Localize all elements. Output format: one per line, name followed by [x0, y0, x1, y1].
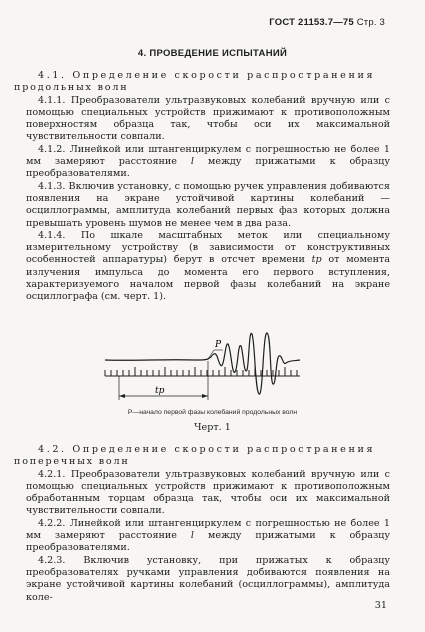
- heading-4-2: 4.2. Определение скорости распространения поперечных волн: [14, 444, 376, 468]
- standard-code: ГОСТ 21153.7—75: [269, 17, 354, 28]
- section-4-2: [14, 444, 390, 604]
- var-tp: tр: [311, 254, 322, 266]
- para-4-1-3: 4.1.3. Включив установку, с помощью ручек управления добиваются появления на экране устойчивой картины колебаний — осциллограммы, амплитуда колебаний первых фаз которых должна превышать уровень шумов не менее чем в два раза.: [26, 180, 390, 229]
- para-4-2-2: 4.2.2. Линейкой или штангенциркулем с погрешностью не более 1 мм замеряют расстояние l между прижатыми к образцу преобразователями.: [26, 517, 390, 554]
- tp-arrow-left: [119, 394, 125, 398]
- oscillogram-figure: [95, 330, 335, 412]
- waveform-line: [105, 333, 300, 394]
- tp-arrow-right: [202, 394, 208, 398]
- time-scale-ticks: [105, 367, 297, 376]
- para-4-1-1: 4.1.1. Преобразователи ультразвуковых колебаний вручную или с помощью специальных устройств прижимают к противоположным поверхностям образца так, чтобы оси их максимальной чувствительности совпали.: [26, 94, 390, 143]
- para-4-2-1: 4.2.1. Преобразователи ультразвуковых колебаний вручную или с помощью специальных устройств прижимают к противоположным обработанным торцам образца так, чтобы оси их максимальной чувствительности совпали.: [26, 468, 390, 517]
- figure-number: Черт. 1: [194, 422, 231, 433]
- label-p: P: [215, 340, 222, 350]
- page-number: 31: [374, 600, 387, 611]
- heading-4-1-tail: продольных волн: [14, 82, 129, 94]
- var-l: l: [190, 156, 194, 168]
- label-tp: tр: [155, 386, 165, 396]
- var-l: l: [190, 530, 194, 542]
- figure-caption: P—начало первой фазы колебаний продольных волн: [127, 409, 298, 416]
- page-header: [269, 17, 385, 28]
- para-4-1-4: 4.1.4. По шкале масштабных меток или специальному измерительному устройству (в зависимости от конструктивных особенностей аппаратуры) берут в отсчет времени tр от момента излучения импульса до момента его первого вступления, характеризуемого началом первой фазы колебаний на экране осциллографа (см. черт. 1).: [26, 229, 391, 303]
- heading-4-2-tail: поперечных волн: [14, 456, 130, 468]
- para-4-1-2: 4.1.2. Линейкой или штангенциркулем с погрешностью не более 1 мм замеряют расстояние l между прижатыми к образцу преобразователями.: [26, 143, 390, 180]
- heading-4-1: 4.1. Определение скорости распространения продольных волн: [14, 70, 376, 94]
- page-label: Стр. 3: [356, 17, 385, 28]
- para-4-2-3: 4.2.3. Включив установку, при прижатых к образцу преобразователях ручками управления добиваются появления на экране устойчивой картины колебаний (осциллограммы), амплитуда коле-: [26, 554, 390, 603]
- section-4-1: [14, 70, 391, 304]
- section-title: 4. ПРОВЕДЕНИЕ ИСПЫТАНИЙ: [137, 48, 288, 59]
